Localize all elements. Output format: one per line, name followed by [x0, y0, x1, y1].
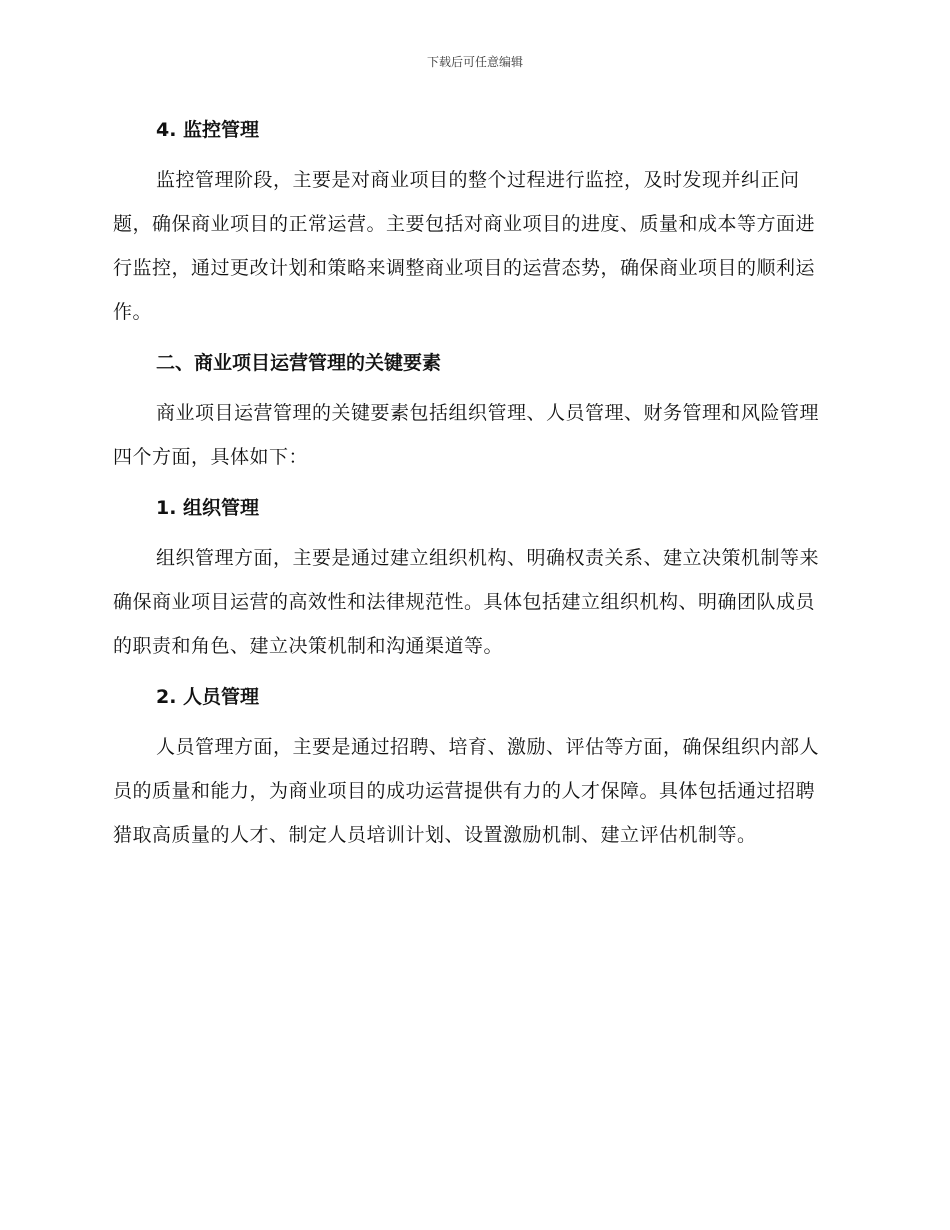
section-heading-monitoring: 4. 监控管理	[156, 119, 260, 141]
paragraph-personnel: 人员管理方面，主要是通过招聘、培育、激励、评估等方面，确保组织内部人员的质量和能力，为商业项目的成功运营提供有力的人才保障。具体包括通过招聘猎取高质量的人才、制定人员培训计划、设置激励机制、建立评估机制等。	[113, 736, 820, 846]
paragraph-monitoring: 监控管理阶段，主要是对商业项目的整个过程进行监控，及时发现并纠正问题，确保商业项目的正常运营。主要包括对商业项目的进度、质量和成本等方面进行监控，通过更改计划和策略来调整商业项目的运营态势，确保商业项目的顺利运作。	[113, 169, 816, 323]
section-heading-organization: 1. 组织管理	[156, 497, 260, 519]
chapter-heading-key-elements: 二、商业项目运营管理的关键要素	[156, 352, 442, 374]
page-header: 下载后可任意编辑	[426, 55, 523, 69]
document-body	[113, 110, 833, 866]
section-heading-personnel: 2. 人员管理	[156, 686, 260, 708]
paragraph-organization: 组织管理方面，主要是通过建立组织机构、明确权责关系、建立决策机制等来确保商业项目运营的高效性和法律规范性。具体包括建立组织机构、明确团队成员的职责和角色、建立决策机制和沟通渠道等。	[113, 547, 820, 657]
paragraph-key-elements-intro: 商业项目运营管理的关键要素包括组织管理、人员管理、财务管理和风险管理四个方面，具体如下：	[113, 402, 820, 468]
